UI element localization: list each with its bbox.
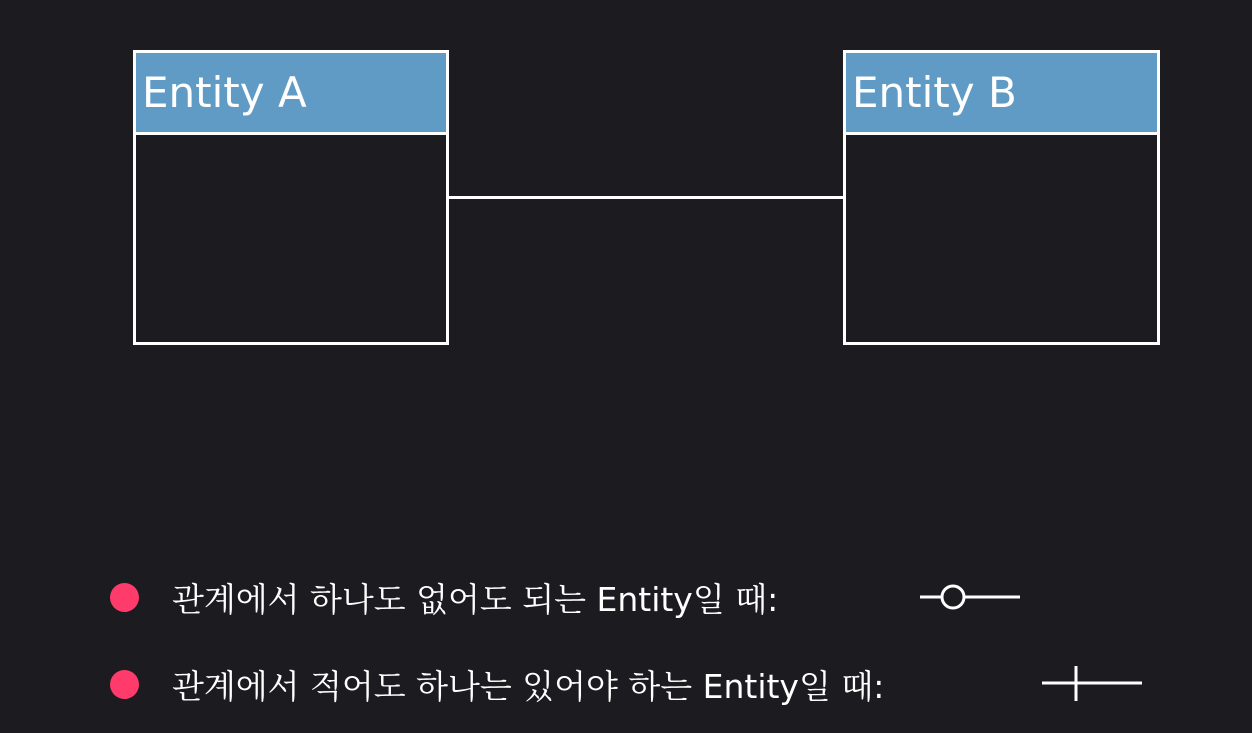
entity-b-body <box>846 135 1157 342</box>
legend-item-mandatory <box>110 664 884 704</box>
entity-a-box <box>133 50 449 345</box>
bullet-icon <box>110 583 139 612</box>
bullet-icon <box>110 670 139 699</box>
entity-b-box <box>843 50 1160 345</box>
entity-b-header <box>846 53 1157 135</box>
legend-text-optional: 관계에서 하나도 없어도 되는 Entity일 때: <box>172 579 779 619</box>
entity-a-body <box>136 135 446 342</box>
legend-item-optional <box>110 577 778 617</box>
relationship-line <box>449 196 843 199</box>
mandatory-relationship-symbol-icon <box>1040 662 1144 704</box>
legend-text-mandatory: 관계에서 적어도 하나는 있어야 하는 Entity일 때: <box>172 666 885 706</box>
entity-a-header <box>136 53 446 135</box>
entity-a-title: Entity A <box>142 68 307 117</box>
optional-relationship-symbol-icon <box>918 580 1022 614</box>
entity-b-title: Entity B <box>852 68 1017 117</box>
